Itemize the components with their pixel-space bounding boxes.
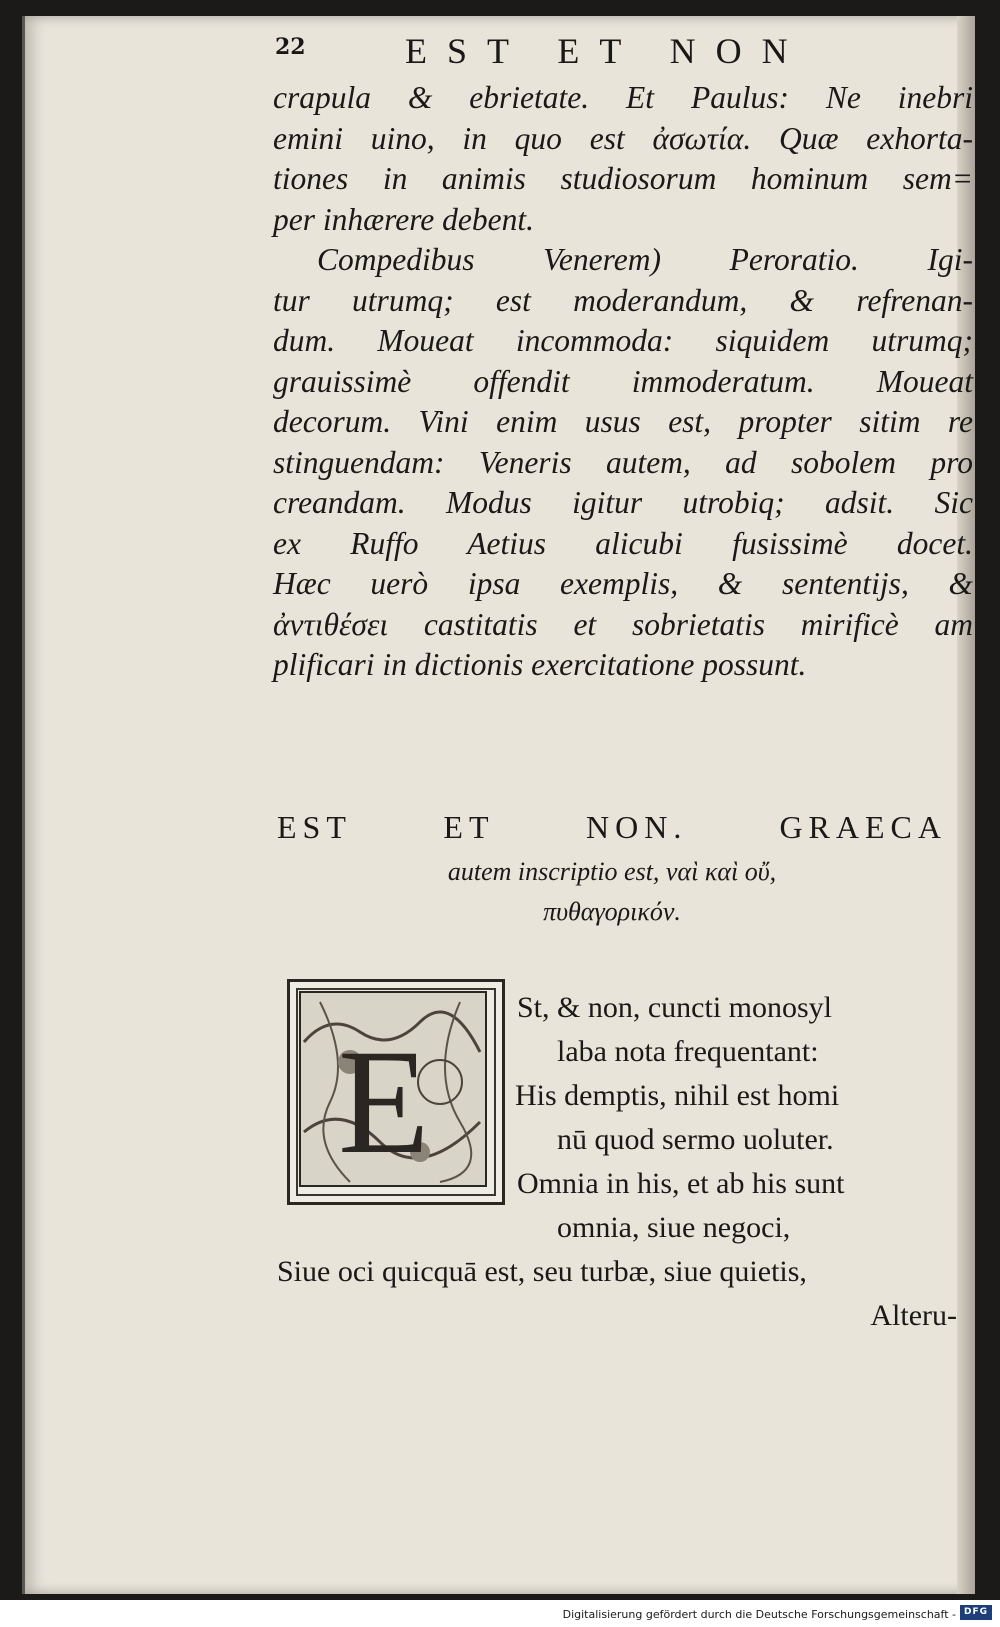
initial-letter: E xyxy=(338,1019,430,1185)
text-line: grauissimè offendit immoderatum. Moueat xyxy=(273,363,973,399)
verse-line: St, & non, cuncti monosyl xyxy=(517,991,832,1024)
book-page xyxy=(22,16,975,1594)
verse-line: Omnia in his, et ab his sunt xyxy=(517,1167,845,1200)
text-line: Hæc uerò ipsa exemplis, & sententijs, & xyxy=(273,566,973,601)
verse-line: nū quod sermo uoluter. xyxy=(557,1123,834,1156)
commentary-text xyxy=(273,78,973,686)
text-line: tur utrumq; est moderandum, & refrenan- xyxy=(273,282,973,318)
footer-credit: Digitalisierung gefördert durch die Deutsche Forschungsgemeinschaft - xyxy=(562,1608,956,1621)
section-heading: EST ET NON. GRAECA xyxy=(277,809,947,845)
text-line: stinguendam: Veneris autem, ad sobolem pro xyxy=(273,444,973,480)
text-line: emini uino, in quo est ἀσωτία. Quæ exhorta- xyxy=(273,120,973,156)
section-subtitle xyxy=(277,852,947,932)
text-line: creandam. Modus igitur utrobiq; adsit. Sic xyxy=(273,485,973,520)
text-line: per inhærere debent. xyxy=(273,201,534,237)
text-line: plificari in dictionis exercitatione possunt. xyxy=(273,647,807,682)
text-line: dum. Moueat incommoda: siquidem utrumq; xyxy=(273,323,973,358)
verse-line: laba nota frequentant: xyxy=(557,1035,819,1068)
subtitle-line: πυθαγορικόν. xyxy=(543,897,681,926)
verse-line: His demptis, nihil est homi xyxy=(515,1079,840,1112)
verse-line: Alteru- xyxy=(870,1299,957,1332)
page-number: 22 xyxy=(275,34,306,60)
text-line: tiones in animis studiosorum hominum sem= xyxy=(273,161,973,196)
text-line: ex Ruffo Aetius alicubi fusissimè docet. xyxy=(273,525,973,561)
subtitle-line: autem inscriptio est, ναὶ καὶ οὔ, xyxy=(447,857,777,886)
dfg-logo: DFG xyxy=(960,1605,992,1620)
verse-text xyxy=(277,986,957,1338)
verse-line: Siue oci quicquā est, seu turbæ, siue quietis, xyxy=(277,1255,807,1288)
running-title: EST ET NON xyxy=(405,31,808,71)
text-line: Compedibus Venerem) Peroratio. Igi- xyxy=(317,242,973,277)
text-line: ἀντιθέσει castitatis et sobrietatis mirificè am xyxy=(273,606,973,642)
text-line: decorum. Vini enim usus est, propter sitim re xyxy=(273,404,973,439)
verse-line: omnia, siue negoci, xyxy=(557,1211,791,1244)
text-line: crapula & ebrietate. Et Paulus: Ne inebri xyxy=(273,80,973,115)
running-head xyxy=(275,28,955,78)
